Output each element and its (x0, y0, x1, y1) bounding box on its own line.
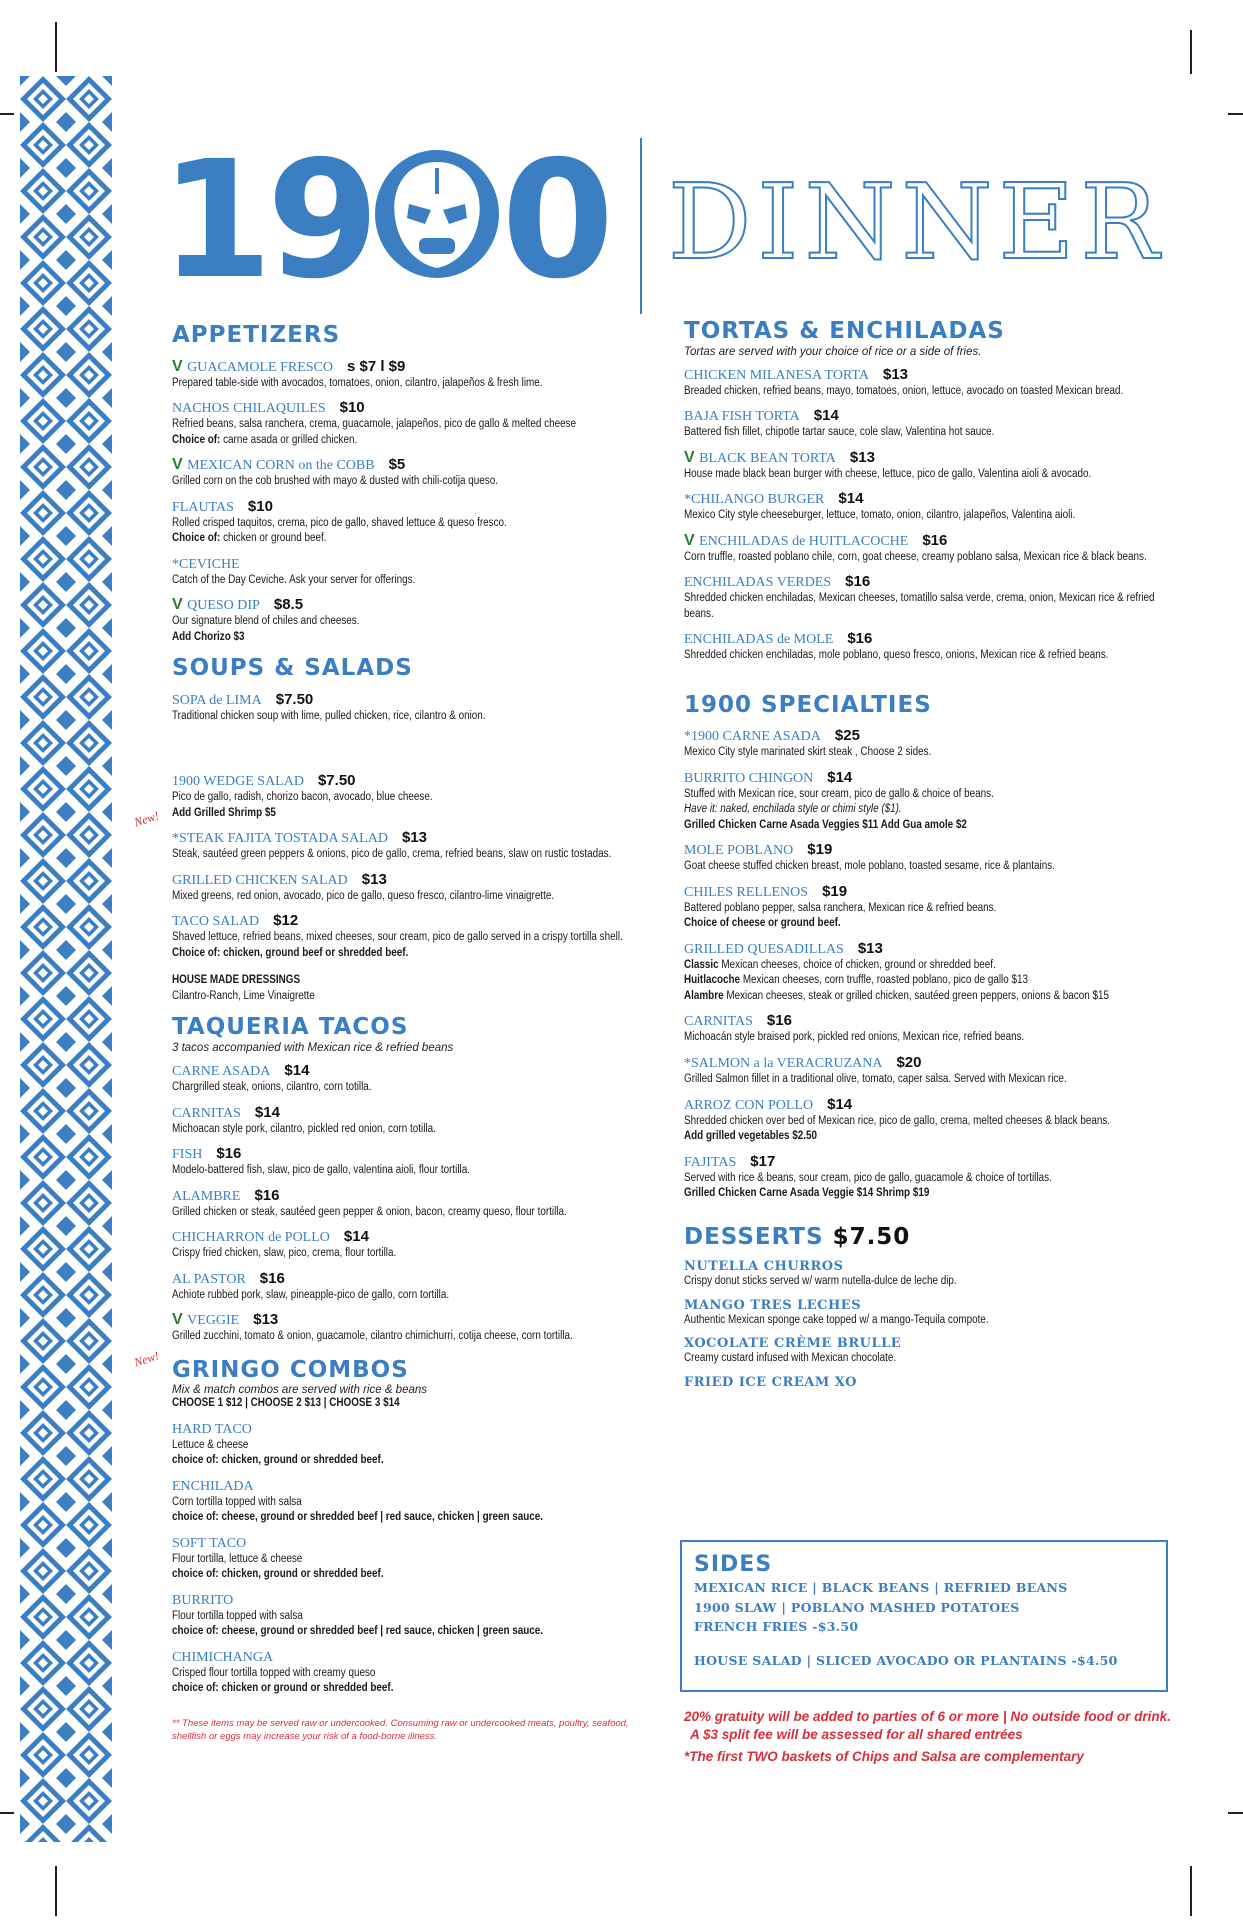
menu-item-variant (684, 973, 1165, 989)
combos-list (172, 1420, 642, 1697)
dressings-title: HOUSE MADE DRESSINGS (172, 974, 301, 987)
menu-item-extra: Choice of cheese or ground beef. (684, 917, 841, 930)
logo-digit-1: 19 (160, 127, 374, 315)
menu-item (172, 772, 642, 821)
menu-item-name: *SALMON a la VERACRUZANA (684, 1055, 883, 1071)
menu-item-header (172, 456, 642, 474)
menu-item-header (684, 883, 1166, 901)
menu-item-name: GRILLED QUESADILLAS (684, 941, 844, 957)
desserts-list (684, 1259, 1166, 1390)
menu-item-name: MEXICAN CORN on the COBB (187, 458, 375, 474)
menu-item-header (172, 596, 642, 614)
menu-item-extra: choice of: chicken, ground or shredded beef. (172, 1568, 384, 1581)
dessert-item (684, 1375, 1166, 1390)
menu-item-description: Shredded chicken enchiladas, mole poblano, queso fresco, onions, Mexican rice & refried beans. (684, 649, 1109, 662)
menu-item-name: *CHILANGO BURGER (684, 492, 825, 508)
menu-item (684, 883, 1166, 932)
menu-item-extra: Add Chorizo $3 (172, 630, 245, 643)
variant-label: Alambre (684, 989, 724, 1002)
menu-item-header (684, 940, 1166, 958)
menu-item-price: $13 (857, 939, 883, 957)
menu-item-name: AL PASTOR (172, 1271, 246, 1287)
menu-item-header (684, 841, 1166, 859)
menu-item-name: FAJITAS (684, 1154, 737, 1170)
menu-item-price: $7.50 (317, 772, 356, 790)
menu-item-description: Refried beans, salsa ranchera, crema, guacamole, jalapeños, pico de gallo & melted cheese (172, 418, 577, 431)
menu-item-description: Goat cheese stuffed chicken breast, mole poblano, toasted sesame, rice & plantains. (684, 860, 1055, 873)
menu-item-name: ENCHILADAS VERDES (684, 575, 832, 591)
menu-item (684, 1096, 1166, 1145)
gratuity-notice: 20% gratuity will be added to parties of 6 or more | No outside food or drink. (684, 1709, 1171, 1724)
menu-item (172, 1062, 642, 1096)
vegetarian-mark: V (172, 357, 183, 375)
menu-item-header (684, 490, 1166, 508)
menu-item (684, 490, 1166, 524)
menu-item-header (684, 727, 1166, 745)
menu-item-header (684, 1012, 1166, 1030)
menu-item-header (172, 912, 642, 930)
menu-item-price: $16 (922, 531, 948, 549)
menu-item-name: GRILLED CHICKEN SALAD (172, 872, 348, 888)
menu-item-price: $5 (388, 456, 406, 474)
menu-item-price: $13 (849, 448, 875, 466)
menu-item-extra: Add grilled vegetables $2.50 (684, 1130, 818, 1143)
menu-item (172, 555, 642, 589)
new-badge: New! (132, 808, 161, 830)
menu-item-name: ARROZ CON POLLO (684, 1097, 814, 1113)
menu-item (684, 1054, 1166, 1088)
menu-item-description: Flour tortilla topped with salsa (172, 1609, 303, 1622)
menu-item-price: $16 (254, 1186, 280, 1204)
menu-item-price: $25 (834, 727, 860, 745)
section-title-combos: GRINGO COMBOS (172, 1356, 409, 1383)
menu-item-description: Shredded chicken over bed of Mexican rice, pico de gallo, crema, melted cheeses & black beans. (684, 1114, 1111, 1127)
menu-item-description: Lettuce & cheese (172, 1438, 249, 1451)
menu-item-header (684, 769, 1166, 787)
menu-item (684, 1012, 1166, 1046)
menu-item-name: VEGGIE (187, 1313, 240, 1329)
crop-mark (55, 22, 57, 72)
menu-item (684, 573, 1166, 622)
variant-text: Mexican cheeses, choice of chicken, ground or shredded beef. (721, 958, 996, 971)
menu-item-name: 1900 WEDGE SALAD (172, 774, 304, 790)
menu-item-header (684, 366, 1166, 384)
appetizers-list (172, 358, 642, 646)
crop-mark (1190, 30, 1192, 74)
dessert-name: NUTELLA CHURROS (684, 1259, 844, 1275)
left-column (172, 322, 642, 1697)
menu-item (684, 407, 1166, 441)
tortas-note: Tortas are served with your choice of rice or a side of fries. (684, 345, 982, 358)
menu-item-header (172, 1145, 642, 1163)
menu-item-name: CHILES RELLENOS (684, 884, 809, 900)
menu-item (172, 358, 642, 392)
dessert-item (684, 1336, 1166, 1367)
vegetarian-mark: V (172, 456, 183, 474)
menu-item (684, 769, 1166, 834)
dressings-block (172, 973, 642, 1004)
menu-item-name: ALAMBRE (172, 1188, 241, 1204)
menu-item-description: Michoacán style braised pork, pickled red onions, Mexican rice, refried beans. (684, 1031, 1025, 1044)
menu-item-note: Have it: naked, enchilada style or chimi style ($1). (684, 803, 902, 816)
vegetarian-mark: V (684, 448, 695, 466)
menu-item-name: *1900 CARNE ASADA (684, 729, 821, 745)
menu-item-description: Traditional chicken soup with lime, pulled chicken, rice, cilantro & onion. (172, 709, 486, 722)
raw-food-disclaimer: ** These items may be served raw or undercooked. Consuming raw or undercooked meats, poultry, seafood, shellfish or eggs may increase your risk of a food-borne illness. (172, 1718, 629, 1742)
split-fee-notice: A $3 split fee will be assessed for all shared entrées (690, 1727, 1023, 1743)
menu-item-description: Mexico City style marinated skirt steak , Choose 2 sides. (684, 746, 932, 759)
menu-item (172, 399, 642, 448)
menu-item (172, 1104, 642, 1138)
menu-item-name: QUESO DIP (187, 598, 260, 614)
menu-item-description: Grilled Salmon fillet in a traditional olive, tomato, caper salsa. Served with Mexican rice. (684, 1072, 1067, 1085)
menu-item-price: $14 (254, 1103, 280, 1121)
menu-item-description: Served with rice & beans, sour cream, pico de gallo, guacamole & choice of tortillas. (684, 1171, 1052, 1184)
menu-item-header (172, 871, 642, 889)
variant-label: Classic (684, 958, 719, 971)
menu-item-name: ENCHILADAS de MOLE (684, 632, 834, 648)
menu-item-name: HARD TACO (172, 1421, 252, 1437)
sides-line-3: FRENCH FRIES -$3.50 (694, 1619, 859, 1635)
menu-item (172, 1228, 642, 1262)
menu-item-price: $14 (813, 407, 839, 425)
menu-item-description: Breaded chicken, refried beans, mayo, tomatoes, onion, lettuce, avocado on toasted Mexican bread. (684, 384, 1124, 397)
menu-item-header (172, 1591, 642, 1609)
menu-item (172, 1145, 642, 1179)
dressings-list: Cilantro-Ranch, Lime Vinaigrette (172, 989, 315, 1002)
menu-item-description: Grilled chicken or steak, sautéed geen pepper & onion, bacon, creamy queso, flour tortilla. (172, 1205, 567, 1218)
menu-item-price: $12 (273, 912, 299, 930)
menu-item (172, 1534, 642, 1583)
menu-item (684, 532, 1166, 566)
menu-item-header (172, 772, 642, 790)
menu-item-description: Shaved lettuce, refried beans, mixed cheeses, sour cream, pico de gallo served in a crispy tortilla shell. (172, 931, 623, 944)
menu-item-description: Crispy fried chicken, slaw, pico, crema, flour tortilla. (172, 1247, 397, 1260)
sides-line-2: 1900 SLAW | POBLANO MASHED POTATOES (694, 1599, 1020, 1615)
choice-text: chicken or ground beef. (223, 532, 327, 545)
dessert-item (684, 1298, 1166, 1329)
menu-item-price: $14 (827, 1095, 853, 1113)
menu-item-header (172, 358, 642, 376)
crop-mark (0, 1812, 14, 1814)
menu-item-choice (172, 531, 641, 547)
menu-item (684, 940, 1166, 1005)
menu-item-price: $19 (807, 841, 833, 859)
menu-item-header (172, 1228, 642, 1246)
menu-item-name: *CEVICHE (172, 556, 240, 572)
dessert-description: Authentic Mexican sponge cake topped w/ a mango-Tequila compote. (684, 1313, 989, 1326)
new-badge: New! (132, 1348, 161, 1370)
crop-mark (1228, 113, 1243, 115)
menu-item-header (172, 1534, 642, 1552)
menu-item-extra: Choice of: chicken, ground beef or shredded beef. (172, 946, 409, 959)
menu-item-price: $14 (838, 490, 864, 508)
menu-item-description: House made black bean burger with cheese, lettuce, pico de gallo, Valentina aioli & avocado. (684, 467, 1092, 480)
menu-item-name: BURRITO CHINGON (684, 770, 814, 786)
sides-line-4: HOUSE SALAD | SLICED AVOCADO OR PLANTAINS -$4.50 (694, 1652, 1118, 1668)
menu-item-header (172, 1477, 642, 1495)
crop-mark (1228, 1812, 1243, 1814)
menu-item (172, 1420, 642, 1469)
menu-item-price: $14 (343, 1228, 369, 1246)
variant-text: Mexican cheeses, corn truffle, roasted poblano, pico de gallo $13 (742, 974, 1028, 987)
menu-item-header (684, 449, 1166, 467)
menu-item-price: $7.50 (275, 690, 314, 708)
menu-item-description: Chargrilled steak, onions, cilantro, corn totilla. (172, 1081, 372, 1094)
luchador-mask-icon (373, 148, 501, 280)
tacos-list (172, 1062, 642, 1345)
menu-item-price: $16 (766, 1012, 792, 1030)
menu-item-header (684, 407, 1166, 425)
section-title-tortas: TORTAS & ENCHILADAS (684, 318, 1005, 344)
menu-item-price: $10 (247, 497, 273, 515)
menu-item-description: Catch of the Day Ceviche. Ask your server for offerings. (172, 573, 416, 586)
vegetarian-mark: V (172, 1311, 183, 1329)
section-title-desserts: DESSERTS $7.50 (684, 1223, 911, 1250)
menu-item-header (172, 829, 642, 847)
menu-item-price: $19 (822, 882, 848, 900)
menu-item-price: $8.5 (273, 596, 304, 614)
menu-item-name: SOFT TACO (172, 1535, 247, 1551)
menu-item-description: Battered fish fillet, chipotle tartar sauce, cole slaw, Valentina hot sauce. (684, 426, 995, 439)
sides-line-1: MEXICAN RICE | BLACK BEANS | REFRIED BEANS (694, 1580, 1068, 1596)
section-title-sides: SIDES (694, 1552, 773, 1577)
menu-item-name: TACO SALAD (172, 914, 260, 930)
menu-item-description: Michoacan style pork, cilantro, pickled red onion, corn totilla. (172, 1122, 436, 1135)
menu-item-description: Mixed greens, red onion, avocado, pico de gallo, queso fresco, cilantro-lime vinaigrette. (172, 889, 555, 902)
menu-item (684, 1153, 1166, 1202)
menu-item-name: ENCHILADA (172, 1478, 254, 1494)
menu-item-price: $13 (253, 1311, 279, 1329)
menu-item-header (172, 498, 642, 516)
logo-1900 (160, 127, 609, 315)
menu-item-name: CHICKEN MILANESA TORTA (684, 367, 869, 383)
dessert-description: Crispy donut sticks served w/ warm nutella-dulce de leche dip. (684, 1275, 957, 1288)
menu-item-header (684, 573, 1166, 591)
menu-item-description: Corn truffle, roasted poblano chile, corn, goat cheese, creamy poblano salsa, Mexican rice & black beans. (684, 550, 1147, 563)
menu-item-header (172, 399, 642, 417)
menu-item-header (172, 555, 642, 573)
aztec-diamond-pattern (20, 76, 112, 1842)
menu-item-name: CARNE ASADA (172, 1064, 271, 1080)
menu-item-price: $17 (750, 1152, 776, 1170)
menu-item-price: $20 (896, 1053, 922, 1071)
menu-item-name: ENCHILADAS de HUITLACOCHE (699, 533, 909, 549)
menu-item-price: $16 (847, 630, 873, 648)
menu-item-description: Grilled zucchini, tomato & onion, guacamole, cilantro chimichurri, cotija cheese, corn tortilla. (172, 1330, 573, 1343)
menu-item (172, 1187, 642, 1221)
menu-item-header (684, 630, 1166, 648)
menu-item-variant (684, 989, 1165, 1005)
menu-item-extra: Grilled Chicken Carne Asada Veggies $11 Add Gua amole $2 (684, 818, 967, 831)
menu-item-description: Prepared table-side with avocados, tomatoes, onion, cilantro, jalapeños & fresh lime. (172, 376, 543, 389)
menu-item-header (172, 1270, 642, 1288)
menu-item (172, 596, 642, 645)
menu-item (172, 1311, 642, 1345)
choice-label: Choice of: (172, 433, 221, 446)
specialties-list (684, 727, 1166, 1201)
menu-item-price: $16 (845, 573, 871, 591)
menu-item-name: GUACAMOLE FRESCO (187, 359, 333, 375)
menu-item (172, 456, 642, 490)
menu-item (172, 1648, 642, 1697)
menu-item-header (172, 691, 642, 709)
menu-item (684, 630, 1166, 664)
menu-item-header (172, 1104, 642, 1122)
menu-item (172, 498, 642, 547)
right-column (684, 318, 1166, 1390)
dinner-heading: DINNER (668, 161, 1165, 283)
menu-item-description: Pico de gallo, radish, chorizo bacon, avocado, blue cheese. (172, 791, 433, 804)
menu-item (684, 366, 1166, 400)
menu-item-header (684, 532, 1166, 550)
sides-box (680, 1540, 1168, 1692)
menu-item (172, 1477, 642, 1526)
section-title-appetizers: APPETIZERS (172, 322, 341, 348)
menu-item-description: Stuffed with Mexican rice, sour cream, pico de gallo & choice of beans. (684, 787, 994, 800)
menu-item (172, 912, 642, 961)
menu-item (684, 727, 1166, 761)
menu-item-header (684, 1153, 1166, 1171)
menu-item-price: s $7 l $9 (346, 357, 406, 375)
tortas-list (684, 366, 1166, 664)
menu-item-name: BAJA FISH TORTA (684, 409, 800, 425)
crop-mark (0, 113, 14, 115)
menu-item-price: $13 (401, 829, 427, 847)
menu-item-name: FISH (172, 1147, 203, 1163)
menu-item-name: FLAUTAS (172, 499, 234, 515)
menu-item-name: MOLE POBLANO (684, 843, 794, 859)
menu-item (172, 871, 642, 905)
menu-item-name: CHIMICHANGA (172, 1649, 274, 1665)
menu-item-name: CARNITAS (684, 1014, 753, 1030)
menu-item-description: Flour tortilla, lettuce & cheese (172, 1552, 303, 1565)
menu-item-extra: Grilled Chicken Carne Asada Veggie $14 Shrimp $19 (684, 1187, 930, 1200)
menu-item-description: Battered poblano pepper, salsa ranchera, Mexican rice & refried beans. (684, 901, 997, 914)
menu-item-name: CHICHARRON de POLLO (172, 1230, 330, 1246)
dessert-description: Creamy custard infused with Mexican chocolate. (684, 1352, 897, 1365)
menu-item-price: $13 (882, 365, 909, 383)
menu-item-price: $14 (827, 768, 853, 786)
menu-item (684, 449, 1166, 483)
section-title-specialties: 1900 SPECIALTIES (684, 691, 932, 718)
menu-item-header (684, 1096, 1166, 1114)
menu-item-price: $10 (339, 399, 365, 417)
desserts-price: $7.50 (832, 1223, 911, 1250)
menu-item-price: $16 (216, 1145, 242, 1163)
menu-item-header (172, 1311, 642, 1329)
menu-item-header (684, 1054, 1166, 1072)
menu-item-name: BURRITO (172, 1592, 234, 1608)
dessert-name: XOCOLATE CRÈME BRULLE (684, 1336, 902, 1352)
menu-item-name: BLACK BEAN TORTA (699, 450, 836, 466)
menu-item-name: CARNITAS (172, 1105, 241, 1121)
combos-pricing: CHOOSE 1 $12 | CHOOSE 2 $13 | CHOOSE 3 $14 (172, 1397, 400, 1410)
menu-item-header (172, 1062, 642, 1080)
menu-item-description: Rolled crisped taquitos, crema, pico de gallo, shaved lettuce & queso fresco. (172, 516, 507, 529)
variant-label: Huitlacoche (684, 974, 741, 987)
header-divider (640, 138, 642, 314)
vegetarian-mark: V (684, 531, 695, 549)
menu-item-name: NACHOS CHILAQUILES (172, 401, 326, 417)
logo-digit-0: 0 (501, 127, 609, 315)
menu-item-extra: choice of: cheese, ground or shredded beef | red sauce, chicken | green sauce. (172, 1625, 544, 1638)
menu-item-price: $14 (284, 1062, 310, 1080)
dessert-item (684, 1259, 1166, 1290)
section-title-tacos: TAQUERIA TACOS (172, 1014, 409, 1041)
menu-item-description: Crisped flour tortilla topped with creamy queso (172, 1666, 376, 1679)
menu-item-header (172, 1648, 642, 1666)
crop-mark (1190, 1866, 1192, 1916)
combos-note: Mix & match combos are served with rice & beans (172, 1384, 428, 1397)
menu-item (172, 1270, 642, 1304)
dessert-name: MANGO TRES LECHES (684, 1297, 862, 1313)
menu-item-extra: choice of: chicken, ground or shredded beef. (172, 1454, 384, 1467)
menu-item (172, 1591, 642, 1640)
variant-text: Mexican cheeses, steak or grilled chicken, sautéed green peppers, onions & bacon $15 (726, 989, 1110, 1002)
menu-item-name: SOPA de LIMA (172, 692, 262, 708)
menu-item-description: Shredded chicken enchiladas, Mexican cheeses, tomatillo salsa verde, crema, onion, Mexican rice & refried beans. (684, 592, 1155, 620)
menu-item-header (172, 1187, 642, 1205)
chips-notice: *The first TWO baskets of Chips and Salsa are complementary (684, 1749, 1084, 1765)
menu-item-extra: choice of: chicken or ground or shredded beef. (172, 1682, 394, 1695)
dessert-name: FRIED ICE CREAM XO (684, 1374, 857, 1390)
menu-item-price: $13 (361, 870, 387, 888)
menu-item-extra: choice of: cheese, ground or shredded beef | red sauce, chicken | green sauce. (172, 1511, 544, 1524)
menu-item (172, 829, 642, 863)
menu-item-header (172, 1420, 642, 1438)
menu-item-description: Grilled corn on the cob brushed with mayo & dusted with chili-cotija queso. (172, 475, 498, 488)
menu-item (684, 841, 1166, 875)
choice-label: Choice of: (172, 532, 221, 545)
vegetarian-mark: V (172, 596, 183, 614)
section-title-soups-salads: SOUPS & SALADS (172, 655, 413, 682)
menu-item-choice (172, 433, 641, 449)
menu-item-description: Achiote rubbed pork, slaw, pineapple-pico de gallo, corn tortilla. (172, 1288, 450, 1301)
menu-item-name: *STEAK FAJITA TOSTADA SALAD (172, 831, 388, 847)
menu-item-price: $16 (259, 1269, 285, 1287)
menu-item-variant (684, 958, 1165, 974)
menu-item-description: Steak, sautéed green peppers & onions, pico de gallo, crema, refried beans, slaw on rustic tostadas. (172, 848, 612, 861)
soups-salads-list (172, 691, 642, 962)
notices (684, 1708, 1184, 1767)
menu-item-description: Mexico City style cheeseburger, lettuce, tomato, onion, cilantro, jalapeños, Valentina aioli. (684, 509, 1076, 522)
tacos-note: 3 tacos accompanied with Mexican rice & refried beans (172, 1042, 454, 1055)
menu-item (172, 691, 642, 725)
menu-item-extra: Add Grilled Shrimp $5 (172, 806, 276, 819)
choice-text: carne asada or grilled chicken. (223, 433, 358, 446)
menu-item-description: Corn tortilla topped with salsa (172, 1495, 302, 1508)
crop-mark (55, 1866, 57, 1916)
menu-item-description: Modelo-battered fish, slaw, pico de gallo, valentina aioli, flour tortilla. (172, 1164, 470, 1177)
menu-item-description: Our signature blend of chiles and cheeses. (172, 615, 360, 628)
